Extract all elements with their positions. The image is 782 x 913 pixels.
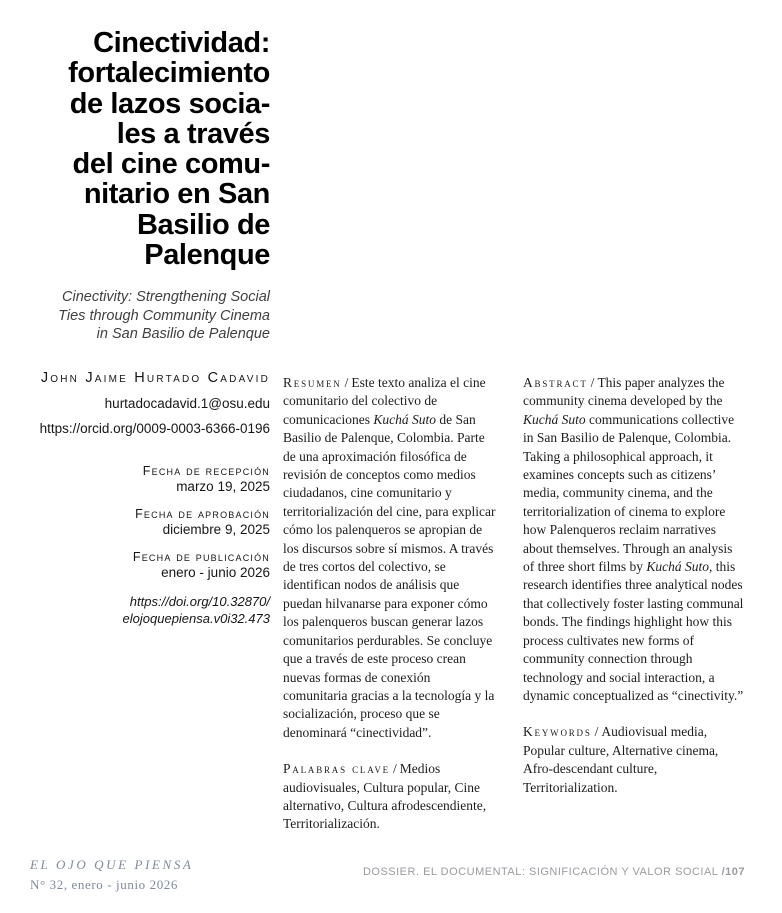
keywords-heading: Keywords [523,724,592,740]
heading-separator: / [392,761,397,777]
title-line: Cinectividad: [93,27,270,59]
doi-link[interactable] [8,594,270,627]
doi-line: https://doi.org/10.32870/ [129,594,270,609]
abstract-english-text: This paper analyzes the community cinema developed by the Kuchá Suto communications collective in San Basilio de Palenque, Colombia. Taking a philosophical approach, it examines concepts such as citizens’ media, community cinema, and the territorialization of cinema to explore how Palenqueros reclaim narratives about themselves. Through an analysis of three short films by Kuchá Suto, this research identifies three analytical nodes that collectively foster lasting communal bonds. The findings highlight how this process cultivates new forms of community connection through technology and social interaction, a dynamic conceptualized as “cinectivity.” [523,375,744,703]
abstract-heading: Abstract [523,375,588,390]
title-line: les a través [116,117,270,150]
date-published-label: Fecha de publicación [132,550,270,564]
date-received-label: Fecha de recepción [142,464,270,478]
abstract-spanish-text: Este texto analiza el cine comunitario del colectivo de comunicaciones Kuchá Suto de San Basilio de Palenque, Colombia. Parte de una aproximación filosófica de revisión de conceptos como medios ciudadanos, cine comunitario y territorialización del cine, para explicar cómo los palenqueros se apropian de los discursos sobre sí mismos. A través de tres cortos del colectivo, se identifican nodos de análisis que puedan hilvanarse para exponer cómo los palenqueros buscan generar lazos comunitarios perdurables. Se concluye que a través de este proceso crean nuevas formas de conexión comunitaria gracias a la tecnología y la socialización, proceso que se denominará “cinectividad”. [283,375,496,740]
keywords-english-text: Audiovisual media, Popular culture, Alternative cinema, Afro-descendant culture, Territorialization. [523,724,719,795]
abstract-english-column [523,374,746,797]
article-title [16,28,270,270]
palabras-clave-heading: Palabras clave [283,761,390,777]
article-dates [8,464,270,627]
footer-journal-block [30,857,193,893]
page-number: /107 [721,866,745,878]
abstract-spanish-column [283,374,497,834]
keywords-spanish [283,760,497,834]
footer-section-block [363,866,745,878]
date-approved [8,507,270,537]
date-approved-value: diciembre 9, 2025 [162,522,270,537]
heading-separator: / [590,375,595,390]
subtitle-line: Ties through Community Cinema [58,307,270,324]
title-line: Basilio de [137,208,270,241]
journal-name: EL OJO QUE PIENSA [30,857,194,872]
heading-separator: / [344,375,349,390]
author-orcid-link[interactable]: https://orcid.org/0009-0003-6366-0196 [39,421,270,436]
author-email-link[interactable]: hurtadocadavid.1@osu.edu [104,396,270,411]
dossier-section-title: DOSSIER. EL DOCUMENTAL: SIGNIFICACIÓN Y VALOR SOCIAL [362,866,719,878]
author-name: John Jaime Hurtado Cadavid [40,370,270,386]
keywords-english [523,723,746,797]
date-received-value: marzo 19, 2025 [176,479,270,494]
heading-separator: / [594,724,599,740]
date-published [8,550,270,580]
article-title-english [16,288,270,344]
date-received [8,464,270,494]
subtitle-line: in San Basilio de Palenque [96,326,270,343]
title-line: fortalecimiento [68,57,270,90]
title-line: nitario en San [83,178,270,211]
doi-line: elojoquepiensa.v0i32.473 [122,610,270,626]
resumen-heading: Resumen [283,375,342,390]
keywords-spanish-text: Medios audiovisuales, Cultura popular, Cine alternativo, Cultura afrodescendiente, Territorialización. [283,761,487,832]
date-approved-label: Fecha de aprobación [135,507,270,521]
journal-issue: N° 32, enero - junio 2026 [30,877,179,892]
abstract-english [523,374,746,705]
date-published-value: enero - junio 2026 [161,565,270,580]
article-info-rail [8,370,270,627]
title-line: del cine comu- [72,148,270,181]
title-line: Palenque [144,239,270,272]
subtitle-line: Cinectivity: Strengthening Social [62,289,270,305]
title-line: de lazos socia- [69,87,270,120]
abstract-spanish [283,374,497,742]
